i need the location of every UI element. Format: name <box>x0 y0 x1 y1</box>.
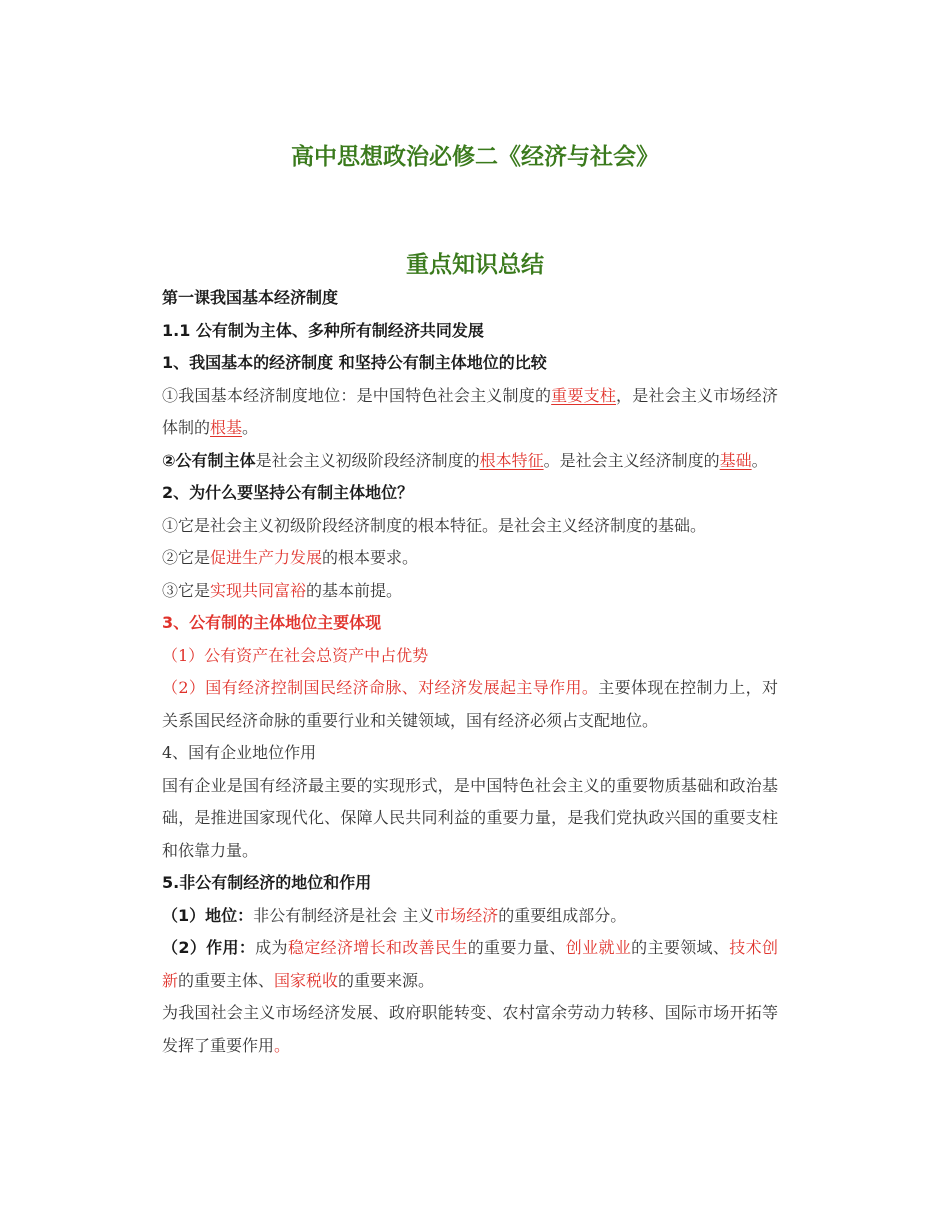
highlight-foundation: 根基 <box>210 418 243 437</box>
paragraph-2-text-d: 。是社会主义经济制度的 <box>543 450 720 470</box>
section-heading: 1.1 公有制为主体、多种所有制经济共同发展 <box>162 320 484 340</box>
paragraph-11-period: 。 <box>274 1035 291 1055</box>
paragraph-6: （1）公有资产在社会总资产中占优势 <box>162 645 429 665</box>
heading-5: 5.非公有制经济的地位和作用 <box>162 873 372 892</box>
paragraph-11 <box>162 997 778 1062</box>
paragraph-7-red: （2）国有经济控制国民经济命脉、对经济发展起主导作用。 <box>162 678 599 697</box>
paragraph-10 <box>162 932 778 997</box>
paragraph-10-text-j: 的重要来源。 <box>338 970 435 990</box>
paragraph-9-text-b: 非公有制经济是社会 主义 <box>253 905 435 925</box>
highlight-important-pillar: 重要支柱 <box>551 385 617 405</box>
paragraph-10-text-d: 的重要力量、 <box>467 938 566 957</box>
paragraph-1-text-a: ①我国基本经济制度地位：是中国特色社会主义制度的 <box>162 385 552 405</box>
paragraph-5 <box>162 575 778 608</box>
paragraph-2-text-b: 是社会主义初级阶段经济制度的 <box>255 450 480 470</box>
paragraph-5-text-a: ③它是 <box>162 580 211 600</box>
heading-4: 4、国有企业地位作用 <box>162 743 317 762</box>
paragraph-7 <box>162 672 778 737</box>
heading-2: 2、为什么要坚持公有制主体地位？ <box>162 483 414 502</box>
highlight-stable-growth: 稳定经济增长和改善民生 <box>287 938 468 957</box>
paragraph-9-bold: （1）地位： <box>162 905 254 925</box>
highlight-employment: 创业就业 <box>565 938 632 957</box>
paragraph-2 <box>162 445 778 478</box>
paragraph-4-text-c: 的根本要求。 <box>322 548 419 567</box>
paragraph-7-text: 主要体现在控制力上，对关系国民经济命脉的重要行业和关键领域，国有经济必须占支配地位。 <box>162 678 778 730</box>
paragraph-1 <box>162 380 778 445</box>
paragraph-3: ①它是社会主义初级阶段经济制度的根本特征。是社会主义经济制度的基础。 <box>162 515 707 535</box>
paragraph-9-text-d: 的重要组成部分。 <box>498 905 627 925</box>
paragraph-8: 国有企业是国有经济最主要的实现形式，是中国特色社会主义的重要物质基础和政治基础，是推进国家现代化、保障人民共同利益的重要力量，是我们党执政兴国的重要支柱和依靠力量。 <box>162 775 778 860</box>
paragraph-2-text-f: 。 <box>751 450 768 470</box>
paragraph-4 <box>162 542 778 575</box>
paragraph-1-text-c: ，是社会主义市场经济体制的 <box>162 385 778 437</box>
highlight-innovation: 技术创新 <box>162 938 778 990</box>
document-body <box>162 282 778 1062</box>
heading-3: 3、公有制的主体地位主要体现 <box>162 613 382 632</box>
document-title: 高中思想政治必修二《经济与社会》 <box>291 144 659 170</box>
highlight-common-prosperity: 实现共同富裕 <box>210 580 307 600</box>
heading-1: 1、我国基本的经济制度 和坚持公有制主体地位的比较 <box>162 353 547 372</box>
highlight-tax: 国家税收 <box>274 970 339 990</box>
highlight-basis: 基础 <box>719 450 752 470</box>
paragraph-10-bold: （2）作用： <box>162 938 256 957</box>
paragraph-1-text-e: 。 <box>242 418 259 437</box>
highlight-productivity: 促进生产力发展 <box>210 548 323 567</box>
paragraph-10-text-b: 成为 <box>255 938 288 957</box>
highlight-market-economy: 市场经济 <box>434 905 499 925</box>
paragraph-2-bold: ②公有制主体 <box>162 450 256 470</box>
paragraph-5-text-c: 的基本前提。 <box>306 580 403 600</box>
document-subtitle: 重点知识总结 <box>406 252 544 278</box>
paragraph-10-text-f: 的主要领域、 <box>631 938 730 957</box>
lesson-heading: 第一课我国基本经济制度 <box>162 288 339 307</box>
paragraph-10-text-h: 的重要主体、 <box>178 970 275 990</box>
paragraph-4-text-a: ②它是 <box>162 548 211 567</box>
highlight-fundamental-feature: 根本特征 <box>479 450 544 470</box>
paragraph-9 <box>162 900 778 933</box>
paragraph-11-text: 为我国社会主义市场经济发展、政府职能转变、农村富余劳动力转移、国际市场开拓等发挥了重要作用 <box>162 1003 778 1055</box>
